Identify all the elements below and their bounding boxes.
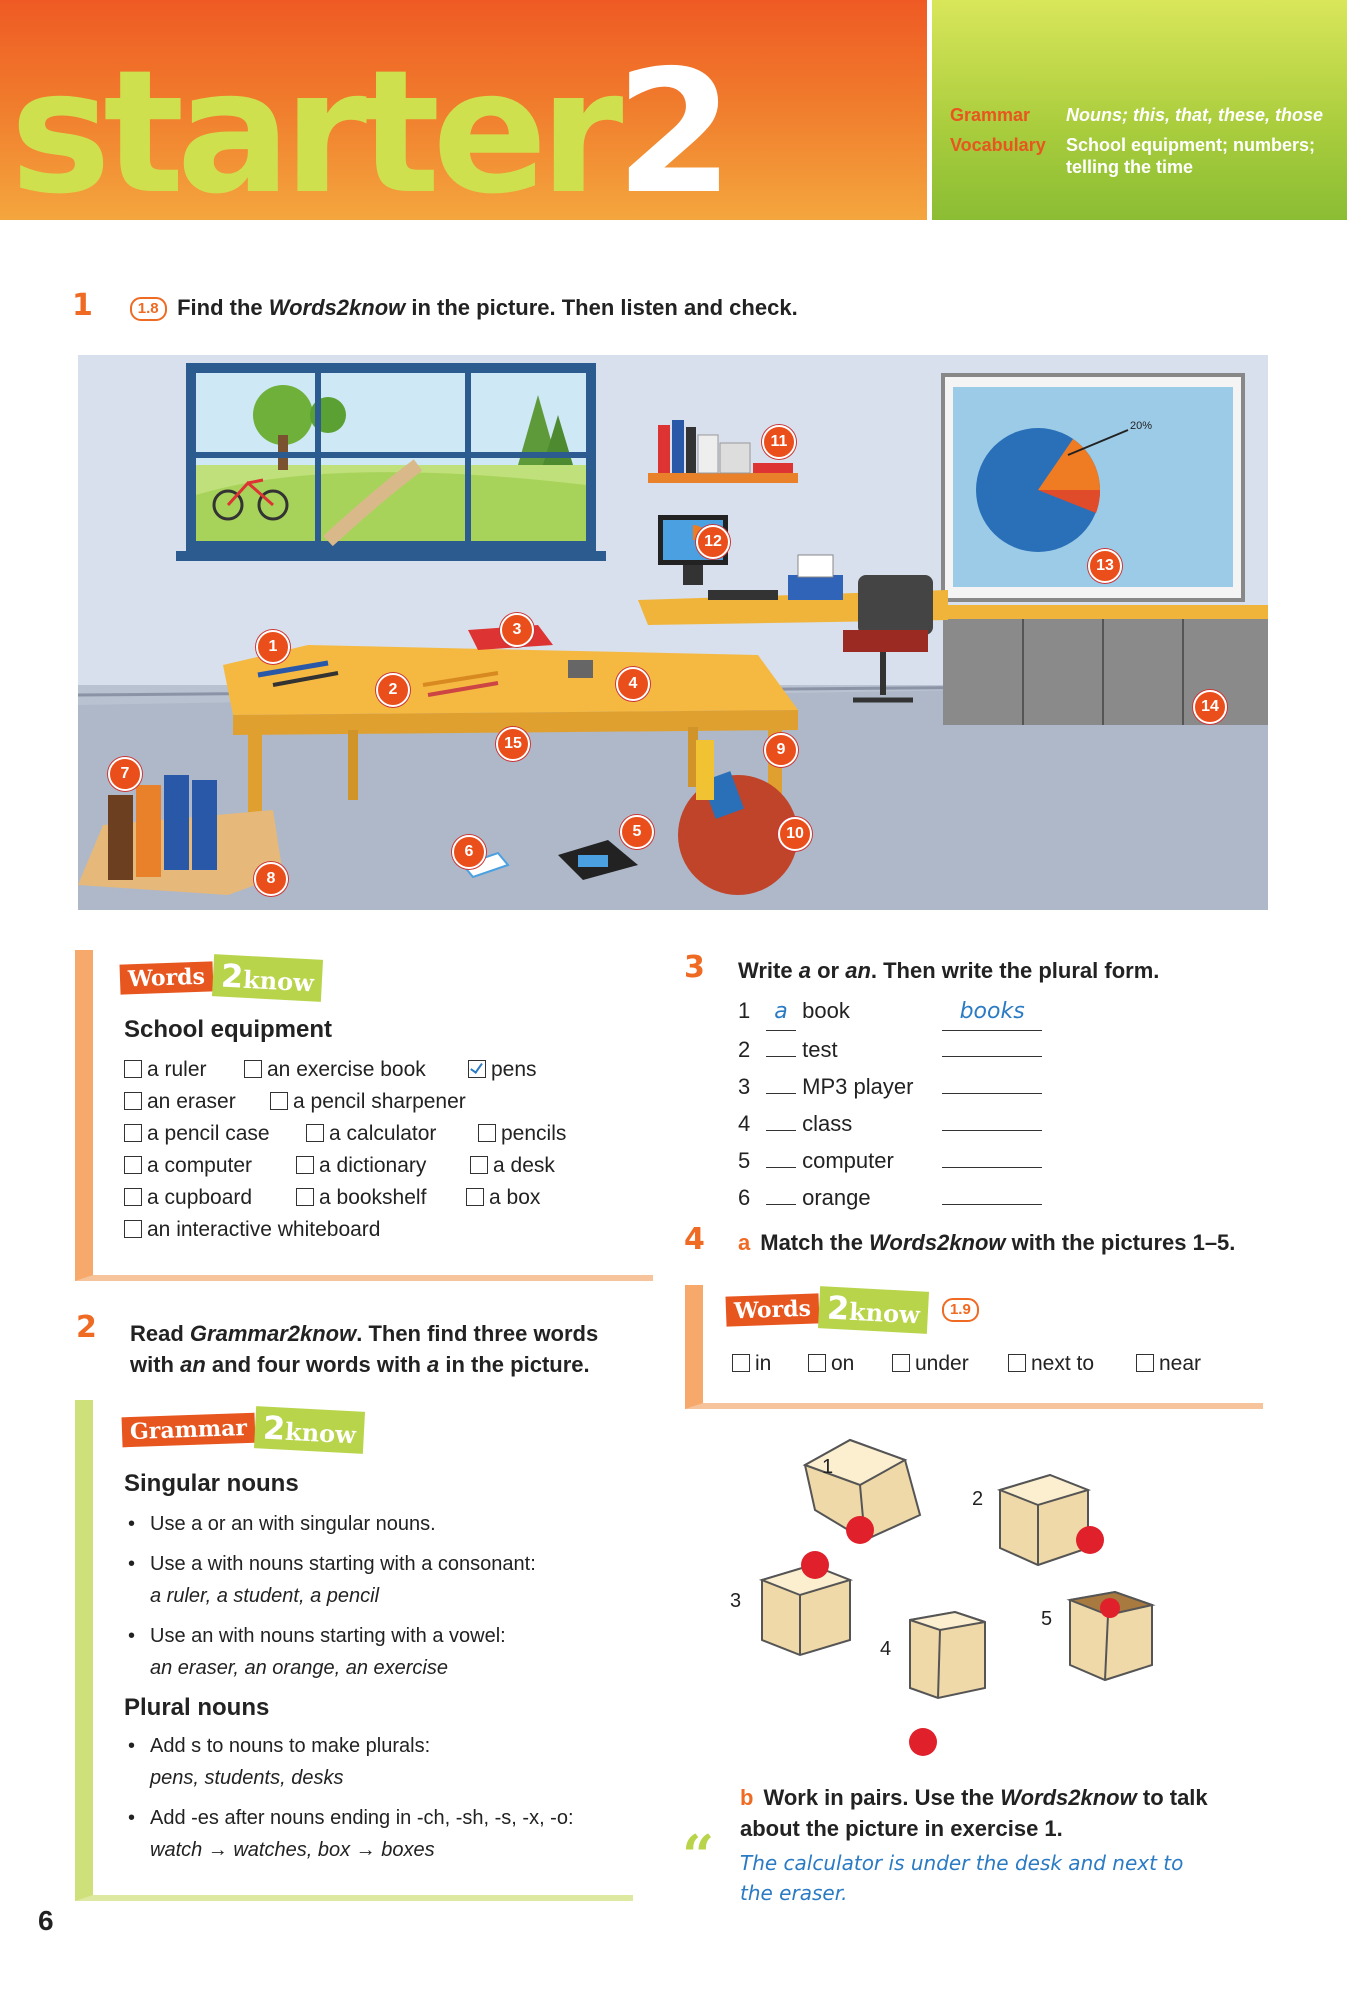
word-item[interactable]: a ruler <box>124 1058 207 1082</box>
word-item[interactable]: a dictionary <box>296 1154 426 1178</box>
audio-track-badge[interactable]: 1.9 <box>942 1298 979 1322</box>
picture-marker: 4 <box>616 667 650 701</box>
cube-label: 2 <box>972 1488 984 1510</box>
word-item[interactable]: a bookshelf <box>296 1186 426 1210</box>
exercise-2-number: 2 <box>76 1310 97 1345</box>
word-item[interactable]: a pencil sharpener <box>270 1090 466 1114</box>
checkbox[interactable] <box>124 1060 142 1078</box>
article-answer[interactable] <box>766 1182 796 1205</box>
word-item[interactable]: a cupboard <box>124 1186 252 1210</box>
word-item[interactable]: a desk <box>470 1154 555 1178</box>
grammar-rule: • Use a with nouns starting with a consonant: a ruler, a student, a pencil <box>128 1553 536 1607</box>
cube-label: 5 <box>1041 1608 1053 1630</box>
word-item[interactable]: an eraser <box>124 1090 236 1114</box>
exercise-row: 2 test <box>738 1031 1042 1068</box>
word-item[interactable]: next to <box>1008 1352 1094 1376</box>
vocabulary-topic: Vocabulary School equipment; numbers; telling the time <box>950 135 1316 177</box>
exercise-2-instruction: Read Grammar2know. Then find three words with an and four words with a in the picture. <box>130 1321 599 1377</box>
checkbox[interactable] <box>732 1354 750 1372</box>
exercise-3-number: 3 <box>684 950 705 985</box>
cube-label: 1 <box>822 1456 834 1478</box>
checkbox[interactable] <box>270 1092 288 1110</box>
checkbox[interactable] <box>892 1354 910 1372</box>
word-item[interactable]: a box <box>466 1186 540 1210</box>
exercise-1-heading: 1 1.8 Find the Words2know in the picture. Then listen and check. <box>72 288 798 323</box>
checkbox[interactable] <box>244 1060 262 1078</box>
checkbox[interactable] <box>124 1188 142 1206</box>
picture-marker: 1 <box>256 630 290 664</box>
plural-answer[interactable] <box>942 1108 1042 1131</box>
plural-answer[interactable] <box>942 1145 1042 1168</box>
grammar-rule: • Add s to nouns to make plurals: pens, students, desks <box>128 1735 431 1789</box>
cube-label: 3 <box>730 1590 742 1612</box>
plural-answer[interactable] <box>942 1182 1042 1205</box>
exercise-4-number: 4 <box>684 1222 705 1257</box>
checkbox[interactable] <box>306 1124 324 1142</box>
checkbox[interactable] <box>296 1156 314 1174</box>
checkbox-checked[interactable] <box>468 1060 486 1078</box>
checkbox[interactable] <box>124 1220 142 1238</box>
picture-marker: 14 <box>1193 690 1227 724</box>
checkbox[interactable] <box>124 1124 142 1142</box>
picture-marker: 5 <box>620 815 654 849</box>
checkbox[interactable] <box>808 1354 826 1372</box>
checkbox[interactable] <box>124 1156 142 1174</box>
grammar-rule: • Use a or an with singular nouns. <box>128 1513 436 1535</box>
words2know-badge: Words 2know 1.9 <box>726 1290 985 1330</box>
checkbox[interactable] <box>1008 1354 1026 1372</box>
audio-track-badge[interactable]: 1.8 <box>130 297 167 321</box>
exercise-row: 5 computer <box>738 1142 1042 1179</box>
grammar-rule: • Add -es after nouns ending in -ch, -sh, -s, -x, -o: watch → watches, box → boxes <box>128 1807 574 1861</box>
picture-marker: 7 <box>108 757 142 791</box>
checkbox[interactable] <box>478 1124 496 1142</box>
exercise-row: 1 a book books <box>738 992 1042 1031</box>
plural-nouns-heading: Plural nouns <box>124 1694 270 1721</box>
word-item[interactable]: on <box>808 1352 854 1376</box>
picture-marker: 10 <box>778 817 812 851</box>
plural-answer[interactable] <box>942 1071 1042 1094</box>
picture-marker: 13 <box>1088 549 1122 583</box>
word-item[interactable]: near <box>1136 1352 1201 1376</box>
word-item[interactable]: in <box>732 1352 771 1376</box>
classroom-illustration <box>78 355 1268 910</box>
picture-marker: 6 <box>452 835 486 869</box>
word-item[interactable]: an exercise book <box>244 1058 426 1082</box>
picture-marker: 3 <box>500 613 534 647</box>
svg-text:20%: 20% <box>1130 420 1153 432</box>
word-item[interactable]: under <box>892 1352 969 1376</box>
picture-marker: 8 <box>254 862 288 896</box>
checkbox[interactable] <box>296 1188 314 1206</box>
article-answer[interactable] <box>766 1034 796 1057</box>
word-item[interactable]: a pencil case <box>124 1122 270 1146</box>
example-answer: The calculator is under the desk and next to the eraser. <box>740 1851 1184 1905</box>
exercise-3-instruction: Write a or an. Then write the plural form. <box>738 958 1160 983</box>
plural-answer[interactable]: books <box>942 993 1042 1031</box>
plural-answer[interactable] <box>942 1034 1042 1057</box>
singular-nouns-heading: Singular nouns <box>124 1470 299 1497</box>
word-item[interactable]: an interactive whiteboard <box>124 1218 380 1242</box>
picture-marker: 15 <box>496 727 530 761</box>
grammar2know-badge: Grammar 2know <box>122 1410 364 1450</box>
article-answer[interactable] <box>766 1145 796 1168</box>
checkbox[interactable] <box>470 1156 488 1174</box>
picture-marker: 2 <box>376 673 410 707</box>
article-answer[interactable]: a <box>766 993 796 1031</box>
page-number: 6 <box>38 1905 54 1936</box>
cube-label: 4 <box>880 1638 892 1660</box>
picture-marker: 9 <box>764 733 798 767</box>
exercise-4b-instruction: b Work in pairs. Use the Words2know to talk about the picture in exercise 1. <box>740 1785 1208 1841</box>
picture-marker: 11 <box>762 425 796 459</box>
grammar-topic: Grammar Nouns; this, that, these, those <box>950 105 1324 125</box>
quote-mark: “ <box>682 1823 715 1889</box>
article-answer[interactable] <box>766 1071 796 1094</box>
exercise-3-list <box>738 992 1042 1216</box>
exercise-4a-instruction: a Match the Words2know with the pictures 1–5. <box>738 1230 1236 1255</box>
exercise-row: 4 class <box>738 1105 1042 1142</box>
grammar-rule: • Use an with nouns starting with a vowel: an eraser, an orange, an exercise <box>128 1625 506 1679</box>
checkbox[interactable] <box>1136 1354 1154 1372</box>
word-item[interactable]: a calculator <box>306 1122 436 1146</box>
checkbox[interactable] <box>466 1188 484 1206</box>
cubes-illustration <box>720 1430 1160 1770</box>
exercise-row: 3 MP3 player <box>738 1068 1042 1105</box>
word-item[interactable]: pencils <box>478 1122 566 1146</box>
unit-title: starter2 <box>10 34 726 232</box>
article-answer[interactable] <box>766 1108 796 1131</box>
word-item[interactable]: pens <box>468 1058 537 1082</box>
picture-marker: 12 <box>696 525 730 559</box>
word-item[interactable]: a computer <box>124 1154 252 1178</box>
words2know-badge: Words 2know <box>120 958 322 998</box>
exercise-row: 6 orange <box>738 1179 1042 1216</box>
checkbox[interactable] <box>124 1092 142 1110</box>
school-equipment-heading: School equipment <box>124 1016 333 1043</box>
